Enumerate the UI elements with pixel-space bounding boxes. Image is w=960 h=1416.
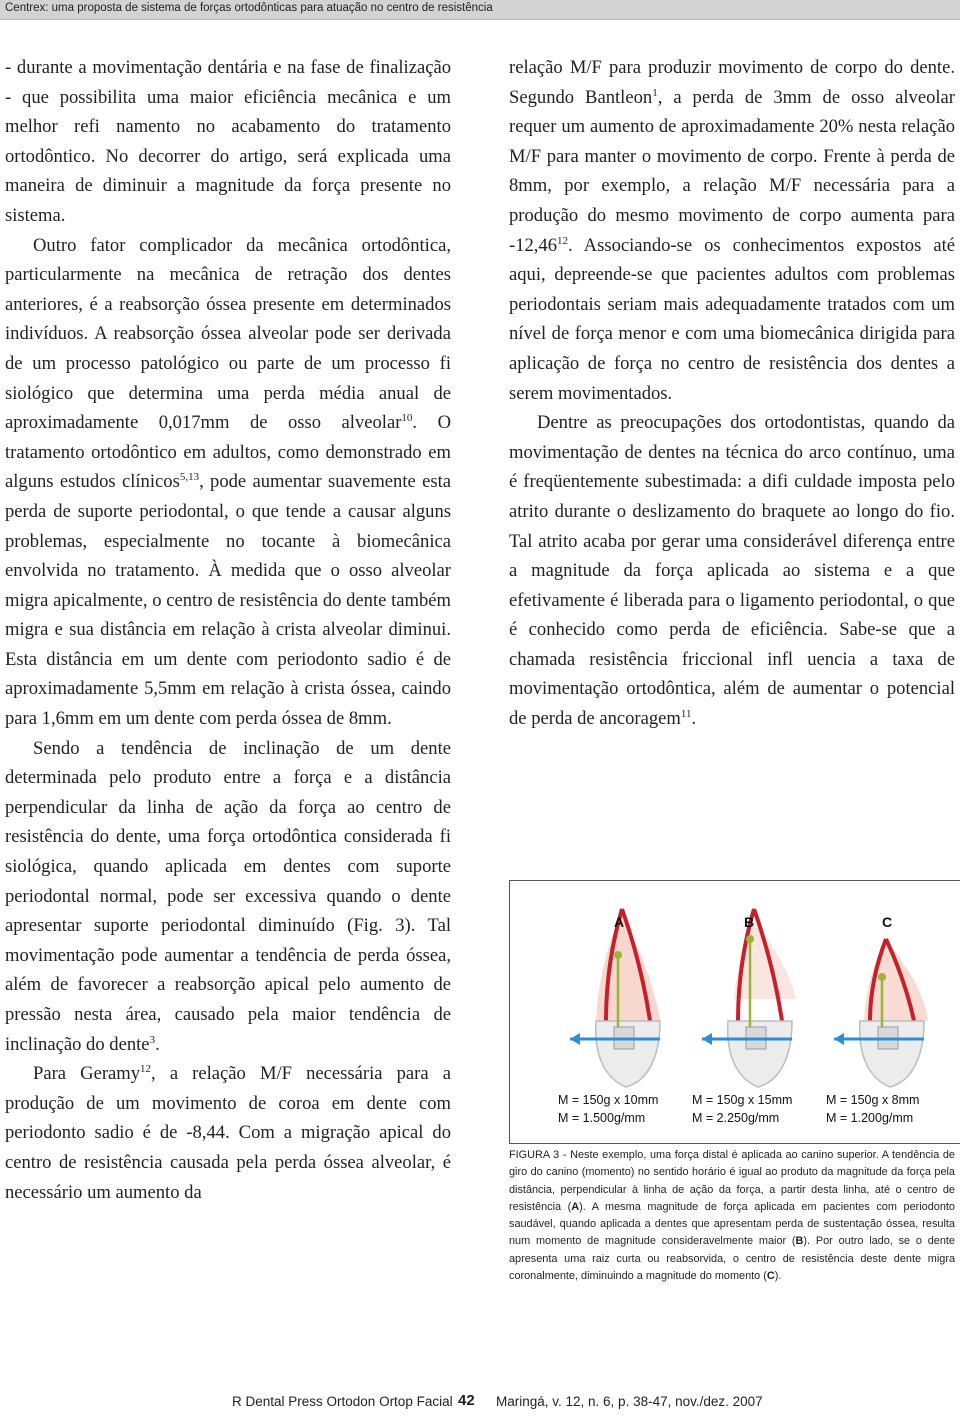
right-paragraph-2: Dentre as preocupações dos ortodontistas, quando da movimentação de dentes na técnica do arco contínuo, uma é freqüentemente subestimada: a difi culdade imposta pelo atrito durante o deslizamento do braquete ao longo do fio. Tal atrito acaba por gerar uma considerável diferença entre a magnitude da força aplicada ao sistema e a que efetivamente é liberada para o ligamento periodontal, o que é conhecido como perda de eficiência. Sabe-se que a chamada resistência friccional infl uencia a taxa de movimentação ortodôntica, além de aumentar o potencial de perda de ancoragem$^{11}$. xyxy=(509,412,955,730)
footer-page-number: 42 xyxy=(458,1392,475,1409)
figure-3-caption: FIGURA 3 - Neste exemplo, uma força distal é aplicada ao canino superior. A tendência de giro do canino (momento) no sentido horário é igual ao produto da magnitude da força pela distância, perpendicular à linha de ação da força, a partir desta linha, até o centro de resistência (A). A mesma magnitude de força aplicada em pacientes com periodonto saudável, quando aplicada a dentes que apresentam perda de sustentação óssea, resulta num momento de magnitude consideravelmente maior (B). Por outro lado, se o dente apresenta uma raiz curta ou reabsorvida, o centro de resistência deste dente migra coronalmente, diminuindo a magnitude do momento (C). xyxy=(509,1149,955,1283)
panel-a-result: M = 1.500g/mm xyxy=(558,1111,646,1125)
left-paragraph-1: - durante a movimentação dentária e na fase de finalização - que possibilita uma maior eficiência mecânica e um melhor refi namento no acabamento do tratamento ortodôntico. No decorrer do artigo, será explicada uma maneira de diminuir a magnitude da força presente no sistema. xyxy=(5,57,451,226)
panel-a-tooth xyxy=(570,909,660,1087)
panel-b-moment: M = 150g x 15mm xyxy=(692,1093,793,1107)
center-of-resistance-point xyxy=(878,973,886,981)
center-of-resistance-point xyxy=(614,951,622,959)
panel-b-letter: B xyxy=(744,914,755,930)
footer-citation: Maringá, v. 12, n. 6, p. 38-47, nov./dez. 2007 xyxy=(496,1394,763,1409)
reference-superscript: 10 xyxy=(401,412,413,425)
reference-superscript: 5,13 xyxy=(179,471,200,484)
force-arrow-head xyxy=(702,1033,712,1045)
left-paragraph-3: Sendo a tendência de inclinação de um dente determinada pelo produto entre a força e a distância perpendicular da linha de ação da força ao centro de resistência do dente, uma força ortodôntica considerada fi siológica, quando aplicada em dentes com suporte periodontal normal, pode ser excessiva quando o dente apresentar suporte periodontal diminuído (Fig. 3). Tal movimentação pode aumentar a tendência de perda óssea, além de favorecer a reabsorção apical pelo aumento de pressão nesta área, causado pela maior tendência de inclinação do dente$^3$. xyxy=(5,737,451,1055)
panel-a-letter: A xyxy=(614,914,625,930)
left-paragraph-4: Para Geramy$^{12}$, a relação M/F necessária para a produção de um movimento de coroa em dente com periodonto sadio é de -8,44. Com a migração apical do centro de resistência causada pela perda óssea alveolar, é necessário um aumento da xyxy=(5,1063,451,1203)
panel-c-values xyxy=(826,1091,919,1127)
left-paragraph-2: Outro fator complicador da mecânica ortodôntica, particularmente na mecânica de retração dos dentes anteriores, é a reabsorção óssea presente em determinados indivíduos. A reabsorção óssea alveolar pode ser derivada de um processo patológico ou parte de um processo fi siológico que determina uma perda média anual de aproximadamente 0,017mm de osso alveolar$^{10}$. O tratamento ortodôntico em adultos, como demonstrado em alguns estudos clínicos$^{5,13}$, pode aumentar suavemente esta perda de suporte periodontal, o que tende a causar alguns problemas, especialmente no tocante à biomecânica envolvida no tratamento. À medida que o osso alveolar migra apicalmente, o centro de resistência do dente também migra e sua distância em relação à crista alveolar diminui. Esta distância em um dente com periodonto sadio é de aproximadamente 5,5mm em relação à crista óssea, caindo para 1,6mm em um dente com perda óssea de 8mm. xyxy=(5,234,451,730)
figure-3 xyxy=(509,880,960,1144)
right-column xyxy=(509,53,955,734)
panel-b-values xyxy=(692,1091,792,1127)
force-arrow-head xyxy=(834,1033,844,1045)
reference-superscript: 1 xyxy=(652,86,658,99)
reference-superscript: 11 xyxy=(680,708,692,721)
center-of-resistance-point xyxy=(746,935,754,943)
panel-a-moment: M = 150g x 10mm xyxy=(558,1093,659,1107)
running-header-title: Centrex: uma proposta de sistema de forças ortodônticas para atuação no centro de resistência xyxy=(5,2,493,14)
panel-b-result: M = 2.250g/mm xyxy=(692,1111,780,1125)
reference-superscript: 3 xyxy=(149,1033,156,1046)
panel-c-result: M = 1.200g/mm xyxy=(826,1111,914,1125)
right-paragraph-1: relação M/F para produzir movimento de corpo do dente. Segundo Bantleon$^1$, a perda de 3mm de osso alveolar requer um aumento de aproximadamente 20% nesta relação M/F para manter o movimento de corpo. Frente à perda de 8mm, por exemplo, a relação M/F necessária para a produção do mesmo movimento de corpo aumenta para -12,46$^{12}$. Associando-se os conhecimentos expostos até aqui, depreende-se que pacientes adultos com problemas periodontais seriam mais adequadamente tratados com um nível de força menor e com uma biomecânica dirigida para aplicação de força no centro de resistência dos dentes a serem movimentados. xyxy=(509,57,955,404)
reference-superscript: 12 xyxy=(140,1063,152,1076)
running-header xyxy=(0,0,960,20)
panel-a-values xyxy=(558,1091,658,1127)
panel-b-tooth xyxy=(702,909,796,1087)
panel-c-letter: C xyxy=(882,914,893,930)
caption-label: FIGURA 3 xyxy=(509,1149,560,1161)
panel-c-tooth xyxy=(834,939,928,1087)
panel-c-moment: M = 150g x 8mm xyxy=(826,1093,920,1107)
force-arrow-head xyxy=(570,1033,580,1045)
footer-journal: R Dental Press Ortodon Ortop Facial xyxy=(232,1394,453,1409)
left-column xyxy=(5,53,451,1207)
reference-superscript: 12 xyxy=(557,234,569,247)
